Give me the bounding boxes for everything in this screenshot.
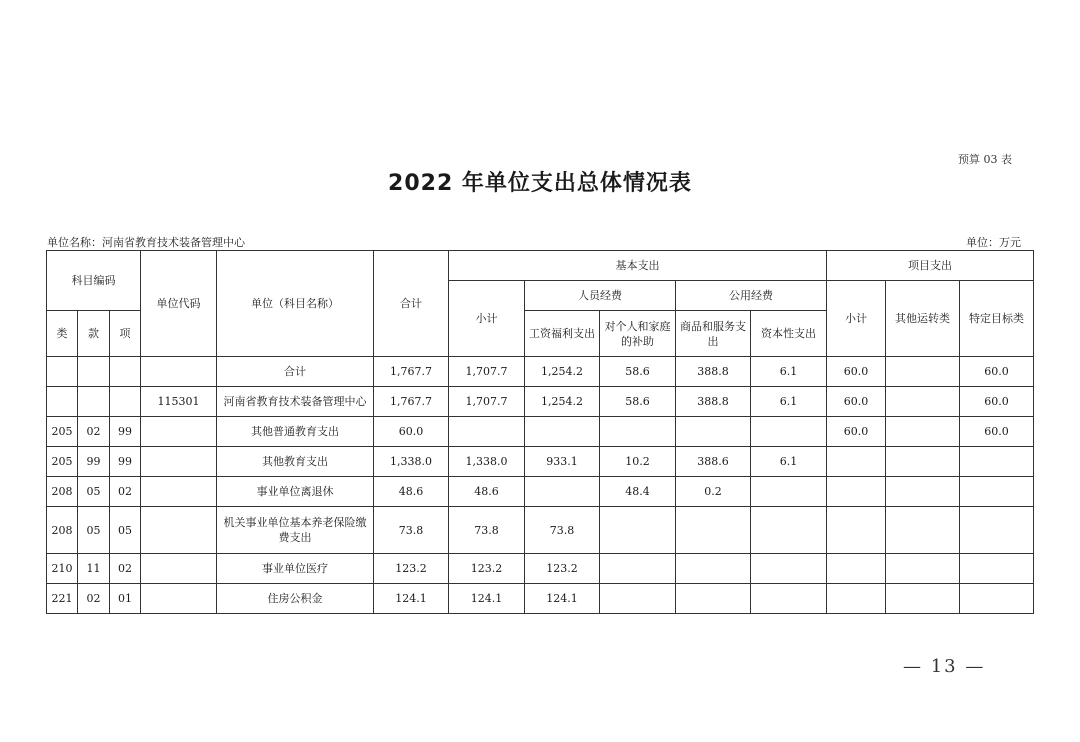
- cell-lei: 208: [47, 477, 78, 507]
- header-public: 公用经费: [676, 281, 827, 311]
- cell-kuan: 11: [78, 554, 110, 584]
- header-project-expenditure: 项目支出: [827, 251, 1034, 281]
- cell-name: 其他教育支出: [217, 447, 374, 477]
- cell-specific-target: 60.0: [960, 357, 1034, 387]
- page-title: 2022 年单位支出总体情况表: [388, 171, 692, 196]
- header-salary: 工资福利支出: [525, 311, 600, 357]
- cell-xiang: 01: [110, 584, 141, 614]
- cell-capital: [751, 507, 827, 554]
- cell-basic-subtotal: 1,338.0: [449, 447, 525, 477]
- cell-subsidy: 10.2: [600, 447, 676, 477]
- header-subject-code: 科目编码: [47, 251, 141, 311]
- table-row: [47, 357, 1034, 387]
- cell-total: 1,338.0: [374, 447, 449, 477]
- cell-specific-target: [960, 507, 1034, 554]
- cell-salary: 123.2: [525, 554, 600, 584]
- cell-project-subtotal: [827, 477, 886, 507]
- cell-name: 河南省教育技术装备管理中心: [217, 387, 374, 417]
- cell-total: 124.1: [374, 584, 449, 614]
- cell-name: 合计: [217, 357, 374, 387]
- cell-salary: 73.8: [525, 507, 600, 554]
- cell-unit-code: [141, 357, 217, 387]
- cell-capital: [751, 554, 827, 584]
- cell-project-subtotal: [827, 554, 886, 584]
- table-row: [47, 417, 1034, 447]
- cell-specific-target: [960, 447, 1034, 477]
- cell-capital: [751, 417, 827, 447]
- cell-kuan: 99: [78, 447, 110, 477]
- cell-lei: 205: [47, 447, 78, 477]
- cell-xiang: [110, 387, 141, 417]
- cell-lei: 208: [47, 507, 78, 554]
- cell-xiang: 02: [110, 477, 141, 507]
- cell-subsidy: [600, 417, 676, 447]
- expenditure-table: [46, 250, 1034, 614]
- cell-other-operation: [886, 387, 960, 417]
- header-unit-code: 单位代码: [141, 251, 217, 357]
- cell-subsidy: 58.6: [600, 387, 676, 417]
- cell-project-subtotal: [827, 584, 886, 614]
- cell-unit-code: [141, 447, 217, 477]
- cell-lei: 210: [47, 554, 78, 584]
- header-basic-subtotal: 小计: [449, 281, 525, 357]
- cell-xiang: 02: [110, 554, 141, 584]
- cell-goods: 388.6: [676, 447, 751, 477]
- cell-subsidy: 58.6: [600, 357, 676, 387]
- header-basic-expenditure: 基本支出: [449, 251, 827, 281]
- cell-other-operation: [886, 584, 960, 614]
- cell-capital: 6.1: [751, 447, 827, 477]
- cell-project-subtotal: [827, 507, 886, 554]
- unit-name-label: 单位名称：河南省教育技术装备管理中心: [47, 236, 245, 249]
- cell-unit-code: [141, 417, 217, 447]
- cell-goods: 0.2: [676, 477, 751, 507]
- cell-basic-subtotal: 1,707.7: [449, 357, 525, 387]
- cell-goods: [676, 584, 751, 614]
- cell-salary: 1,254.2: [525, 387, 600, 417]
- cell-project-subtotal: 60.0: [827, 417, 886, 447]
- cell-project-subtotal: 60.0: [827, 357, 886, 387]
- cell-basic-subtotal: 124.1: [449, 584, 525, 614]
- form-number: 预算 03 表: [958, 153, 1012, 166]
- cell-goods: 388.8: [676, 357, 751, 387]
- cell-name: 住房公积金: [217, 584, 374, 614]
- header-kuan: 款: [78, 311, 110, 357]
- cell-total: 1,767.7: [374, 387, 449, 417]
- header-specific-target: 特定目标类: [960, 281, 1034, 357]
- cell-subsidy: [600, 554, 676, 584]
- cell-capital: 6.1: [751, 357, 827, 387]
- cell-total: 60.0: [374, 417, 449, 447]
- cell-goods: [676, 507, 751, 554]
- cell-kuan: [78, 357, 110, 387]
- header-unit-subject-name: 单位（科目名称）: [217, 251, 374, 357]
- cell-specific-target: [960, 554, 1034, 584]
- cell-other-operation: [886, 554, 960, 584]
- cell-kuan: 05: [78, 477, 110, 507]
- header-lei: 类: [47, 311, 78, 357]
- cell-name: 事业单位离退休: [217, 477, 374, 507]
- header-personnel: 人员经费: [525, 281, 676, 311]
- cell-basic-subtotal: 73.8: [449, 507, 525, 554]
- cell-subsidy: [600, 584, 676, 614]
- cell-name: 事业单位医疗: [217, 554, 374, 584]
- cell-capital: [751, 477, 827, 507]
- cell-total: 123.2: [374, 554, 449, 584]
- cell-other-operation: [886, 357, 960, 387]
- header-project-subtotal: 小计: [827, 281, 886, 357]
- cell-goods: [676, 417, 751, 447]
- cell-unit-code: [141, 477, 217, 507]
- cell-specific-target: 60.0: [960, 417, 1034, 447]
- cell-subsidy: 48.4: [600, 477, 676, 507]
- table-row: [47, 584, 1034, 614]
- cell-unit-code: 115301: [141, 387, 217, 417]
- cell-kuan: 02: [78, 417, 110, 447]
- cell-other-operation: [886, 477, 960, 507]
- cell-name: 机关事业单位基本养老保险缴费支出: [217, 507, 374, 554]
- cell-kuan: [78, 387, 110, 417]
- cell-other-operation: [886, 507, 960, 554]
- cell-name: 其他普通教育支出: [217, 417, 374, 447]
- cell-salary: 124.1: [525, 584, 600, 614]
- table-body: [47, 357, 1034, 614]
- table-row: [47, 507, 1034, 554]
- cell-basic-subtotal: 123.2: [449, 554, 525, 584]
- cell-basic-subtotal: 1,707.7: [449, 387, 525, 417]
- cell-basic-subtotal: [449, 417, 525, 447]
- cell-salary: 1,254.2: [525, 357, 600, 387]
- cell-salary: [525, 417, 600, 447]
- page-number: — 13 —: [903, 656, 986, 677]
- cell-specific-target: [960, 477, 1034, 507]
- cell-other-operation: [886, 417, 960, 447]
- table-row: [47, 554, 1034, 584]
- cell-total: 73.8: [374, 507, 449, 554]
- header-total: 合计: [374, 251, 449, 357]
- cell-project-subtotal: [827, 447, 886, 477]
- cell-salary: [525, 477, 600, 507]
- cell-kuan: 05: [78, 507, 110, 554]
- cell-total: 1,767.7: [374, 357, 449, 387]
- header-xiang: 项: [110, 311, 141, 357]
- header-capital: 资本性支出: [751, 311, 827, 357]
- cell-unit-code: [141, 584, 217, 614]
- unit-of-measure-label: 单位：万元: [966, 236, 1021, 249]
- cell-capital: [751, 584, 827, 614]
- cell-lei: 205: [47, 417, 78, 447]
- cell-unit-code: [141, 554, 217, 584]
- cell-specific-target: [960, 584, 1034, 614]
- cell-xiang: 05: [110, 507, 141, 554]
- cell-other-operation: [886, 447, 960, 477]
- cell-lei: [47, 357, 78, 387]
- cell-unit-code: [141, 507, 217, 554]
- cell-subsidy: [600, 507, 676, 554]
- cell-basic-subtotal: 48.6: [449, 477, 525, 507]
- cell-project-subtotal: 60.0: [827, 387, 886, 417]
- cell-xiang: 99: [110, 447, 141, 477]
- cell-specific-target: 60.0: [960, 387, 1034, 417]
- cell-goods: 388.8: [676, 387, 751, 417]
- cell-lei: [47, 387, 78, 417]
- header-other-operation: 其他运转类: [886, 281, 960, 357]
- table-header: [47, 251, 1034, 357]
- header-subsidy: 对个人和家庭的补助: [600, 311, 676, 357]
- header-goods-services: 商品和服务支出: [676, 311, 751, 357]
- cell-xiang: [110, 357, 141, 387]
- cell-capital: 6.1: [751, 387, 827, 417]
- table-row: [47, 477, 1034, 507]
- table-row: [47, 387, 1034, 417]
- cell-total: 48.6: [374, 477, 449, 507]
- table-row: [47, 447, 1034, 477]
- cell-lei: 221: [47, 584, 78, 614]
- cell-salary: 933.1: [525, 447, 600, 477]
- cell-xiang: 99: [110, 417, 141, 447]
- cell-goods: [676, 554, 751, 584]
- cell-kuan: 02: [78, 584, 110, 614]
